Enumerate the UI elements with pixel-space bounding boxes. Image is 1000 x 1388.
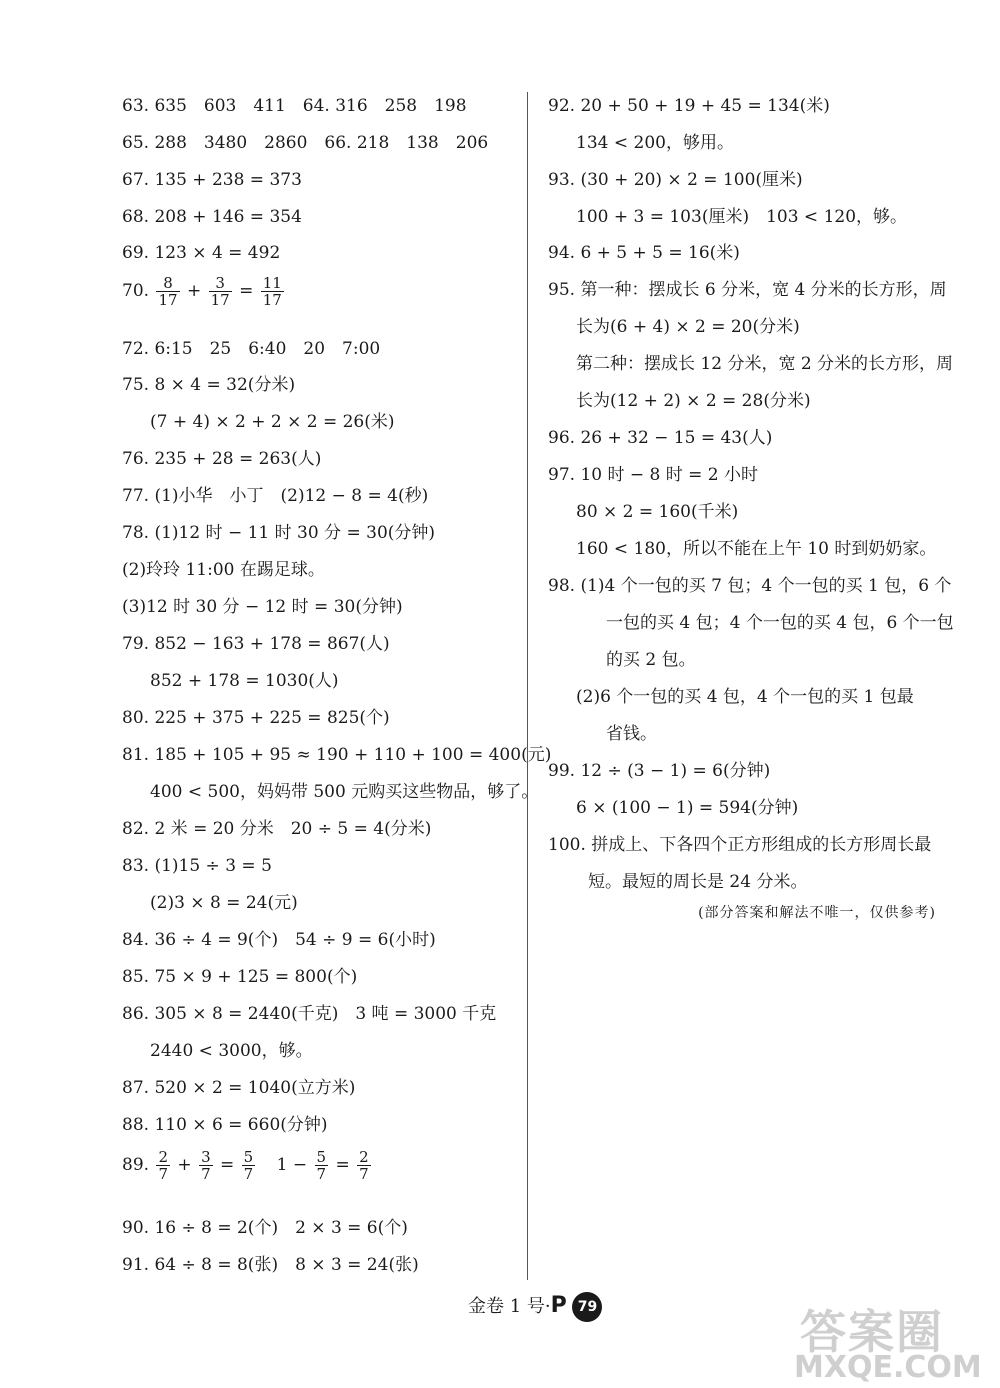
answer-line: 80 × 2 = 160(千米) [576,502,739,522]
answer-line: 95. 第一种：摆成长 6 分米，宽 4 分米的长方形，周 [548,280,947,300]
answer-line: 短。最短的周长是 24 分米。 [588,872,808,892]
fraction: $\frac{5}{7}$ [316,1148,327,1183]
page-number-badge: 79 [572,1292,602,1322]
answer-line: 83. (1)15 ÷ 3 = 5 [122,856,272,876]
answer-line: 98. (1)4 个一包的买 7 包；4 个一包的买 1 包，6 个 [548,576,952,596]
answer-line: 94. 6 + 5 + 5 = 16(米) [548,243,740,263]
fraction: $\frac{2}{7}$ [158,1148,168,1183]
fraction: $\frac{2}{7}$ [359,1148,369,1183]
answer-line: 68. 208 + 146 = 354 [122,207,302,227]
watermark-logo: 答案圈 [800,1305,944,1359]
answer-line: 400 < 500，妈妈带 500 元购买这些物品，够了。 [150,782,539,802]
answer-line-fraction [122,272,286,310]
answer-line: 长为(12 + 2) × 2 = 28(分米) [576,391,811,411]
answer-line: 88. 110 × 6 = 660(分钟) [122,1115,328,1135]
answer-line: 84. 36 ÷ 4 = 9(个) 54 ÷ 9 = 6(小时) [122,930,436,950]
answer-line: 97. 10 时 − 8 时 = 2 小时 [548,465,759,485]
answer-line: 93. (30 + 20) × 2 = 100(厘米) [548,170,803,190]
answer-line: 2440 < 3000，够。 [150,1041,313,1061]
answer-line: 第二种：摆成长 12 分米，宽 2 分米的长方形，周 [576,354,954,374]
answer-line: 90. 16 ÷ 8 = 2(个) 2 × 3 = 6(个) [122,1218,408,1238]
answer-line: 77. (1)小华 小丁 (2)12 − 8 = 4(秒) [122,486,429,506]
fraction: $\frac{3}{17}$ [210,274,230,309]
answer-line: 75. 8 × 4 = 32(分米) [122,375,296,395]
operator: + [177,1155,192,1175]
fraction: $\frac{5}{7}$ [243,1148,254,1183]
answer-line: 85. 75 × 9 + 125 = 800(个) [122,967,358,987]
operator: + [186,281,202,301]
fraction: $\frac{8}{17}$ [158,274,178,309]
answer-line: 81. 185 + 105 + 95 ≈ 190 + 110 + 100 = 400(元) [122,745,552,765]
answer-line: 6 × (100 − 1) = 594(分钟) [576,798,799,818]
item-number: 89. [122,1155,150,1175]
answer-line: (2)6 个一包的买 4 包，4 个一包的买 1 包最 [576,687,914,707]
answer-line: 67. 135 + 238 = 373 [122,170,302,190]
answer-line: 852 + 178 = 1030(人) [150,671,339,691]
answer-line: 92. 20 + 50 + 19 + 45 = 134(米) [548,96,830,116]
fraction: $\frac{11}{17}$ [262,274,282,309]
answer-line: 100 + 3 = 103(厘米) 103 < 120，够。 [576,207,908,227]
answer-line: 72. 6:15 25 6:40 20 7:00 [122,339,381,359]
answer-line: (7 + 4) × 2 + 2 × 2 = 26(米) [150,412,395,432]
answer-line: 63. 635 603 411 64. 316 258 198 [122,96,467,116]
answer-line: 96. 26 + 32 − 15 = 43(人) [548,428,773,448]
answer-line: 79. 852 − 163 + 178 = 867(人) [122,634,390,654]
operator: 1 − [276,1155,308,1175]
watermark-url: MXQE.COM [794,1350,982,1385]
answer-line: 91. 64 ÷ 8 = 8(张) 8 × 3 = 24(张) [122,1255,419,1275]
answer-line: 长为(6 + 4) × 2 = 20(分米) [576,317,800,337]
answer-line: 76. 235 + 28 = 263(人) [122,449,322,469]
footer-p-letter: P [550,1293,567,1318]
fraction: $\frac{3}{7}$ [201,1148,211,1183]
disclaimer-note: (部分答案和解法不唯一，仅供参考) [698,905,936,921]
answer-line: 省钱。 [606,724,657,744]
answer-line: 69. 123 × 4 = 492 [122,243,281,263]
operator: = [335,1155,350,1175]
column-divider [527,92,528,1280]
operator: = [239,281,254,301]
operator: = [220,1155,235,1175]
answer-line: 78. (1)12 时 − 11 时 30 分 = 30(分钟) [122,523,436,543]
answer-line: 的买 2 包。 [606,650,696,670]
answer-line: 87. 520 × 2 = 1040(立方米) [122,1078,356,1098]
answer-line: 一包的买 4 包；4 个一包的买 4 包，6 个一包 [606,613,954,633]
answer-line: 86. 305 × 8 = 2440(千克) 3 吨 = 3000 千克 [122,1004,497,1024]
answer-line-fraction [122,1146,373,1184]
answer-line: (2)玲玲 11:00 在踢足球。 [122,560,325,580]
answer-line: 82. 2 米 = 20 分米 20 ÷ 5 = 4(分米) [122,819,432,839]
answer-line: 160 < 180，所以不能在上午 10 时到奶奶家。 [576,539,937,559]
answer-line: 80. 225 + 375 + 225 = 825(个) [122,708,390,728]
footer-label: 金卷 1 号· [468,1296,551,1317]
answer-line: (2)3 × 8 = 24(元) [150,893,298,913]
item-number: 70. [122,281,150,301]
answer-line: 65. 288 3480 2860 66. 218 138 206 [122,133,489,153]
answer-line: 134 < 200，够用。 [576,133,734,153]
answer-line: 99. 12 ÷ (3 − 1) = 6(分钟) [548,761,771,781]
answer-line: (3)12 时 30 分 − 12 时 = 30(分钟) [122,597,403,617]
page-footer [468,1292,602,1322]
answer-line: 100. 拼成上、下各四个正方形组成的长方形周长最 [548,835,932,855]
